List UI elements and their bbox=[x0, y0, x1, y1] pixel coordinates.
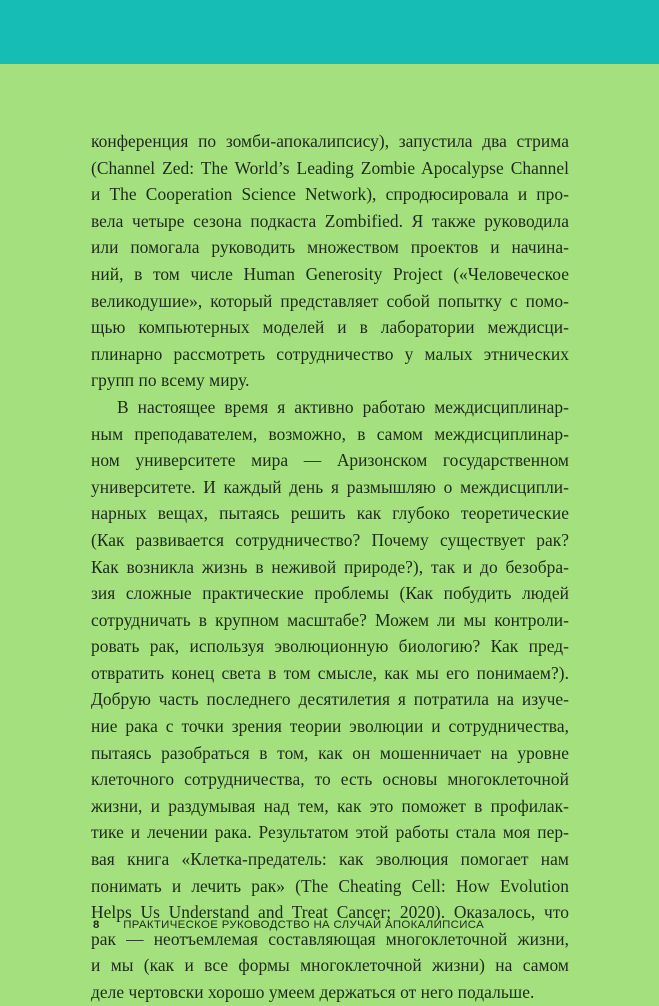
text-line: Как возникла жизнь в неживой природе?), так и до безобра- bbox=[91, 556, 569, 577]
text-line: ние рака с точки зрения теории эволюции и сотрудничества, bbox=[91, 716, 569, 737]
paragraph-1 bbox=[91, 128, 569, 394]
text-line: жизни, и раздумывая над тем, как это поможет в профилак- bbox=[91, 795, 569, 816]
text-line: пытаясь разобраться в том, как он мошенничает на уровне bbox=[91, 742, 569, 763]
text-line: ном университете мира — Аризонском государственном bbox=[91, 450, 569, 471]
text-line: ний, в том числе Human Generosity Project («Человеческое bbox=[91, 263, 569, 284]
text-line: сотрудничать в крупном масштабе? Можем ли мы контроли- bbox=[91, 609, 569, 630]
text-line: отвратить конец света в том смысле, как мы его понимаем?). bbox=[91, 662, 569, 683]
text-line: вела четыре сезона подкаста Zombified. Я также руководила bbox=[91, 210, 569, 231]
paragraph-2 bbox=[91, 394, 569, 1006]
text-line: Helps Us Understand and Treat Cancer; 2020). Оказалось, что bbox=[91, 902, 569, 923]
text-line: (Channel Zed: The World’s Leading Zombie Apocalypse Channel bbox=[91, 157, 569, 178]
text-line: тике и лечении рака. Результатом этой работы стала моя пер- bbox=[91, 822, 569, 843]
running-title: ПРАКТИЧЕСКОЕ РУКОВОДСТВО НА СЛУЧАЙ АПОКАЛИПСИСА bbox=[123, 919, 485, 931]
body-text bbox=[91, 128, 569, 1006]
text-line: и мы (как и все формы многоклеточной жизни) на самом bbox=[91, 955, 569, 976]
page-footer bbox=[93, 919, 573, 931]
text-line: великодушие», который представляет собой попытку с помо- bbox=[91, 290, 569, 311]
text-line: рак — неотъемлемая составляющая многоклеточной жизни, bbox=[91, 928, 569, 949]
text-line: ровать рак, используя эволюционную биологию? Как пред- bbox=[91, 636, 569, 657]
text-line: клеточного сотрудничества, то есть основы многоклеточной bbox=[91, 769, 569, 790]
text-line: деле чертовски хорошо умеем держаться от него подальше. bbox=[91, 982, 535, 1002]
text-line: университете. И каждый день я размышляю о междисципли- bbox=[91, 476, 569, 497]
text-line: или помогала руководить множеством проектов и начина- bbox=[91, 237, 569, 258]
text-line: щью компьютерных моделей и в лаборатории междисци- bbox=[91, 317, 569, 338]
text-line: групп по всему миру. bbox=[91, 370, 250, 391]
text-line: понимать и лечить рак» (The Cheating Cell: How Evolution bbox=[91, 875, 569, 896]
text-line: ным преподавателем, возможно, в самом междисциплинар- bbox=[91, 423, 569, 444]
text-line: (Как развивается сотрудничество? Почему существует рак? bbox=[91, 529, 569, 550]
text-line: В настоящее время я активно работаю междисциплинар- bbox=[117, 396, 569, 417]
text-line: нарных вещах, пытаясь решить как глубоко теоретические bbox=[91, 503, 569, 524]
page-number: 8 bbox=[93, 919, 100, 931]
text-line: конференция по зомби-апокалипсису), запустила два стрима bbox=[91, 131, 569, 151]
top-color-band bbox=[0, 0, 659, 64]
text-line: вая книга «Клетка-предатель: как эволюция помогает нам bbox=[91, 849, 569, 870]
text-line: Добрую часть последнего десятилетия я потратила на изуче- bbox=[91, 689, 569, 710]
text-line: зия сложные практические проблемы (Как побудить людей bbox=[91, 583, 569, 604]
text-line: плинарно рассмотреть сотрудничество у малых этнических bbox=[91, 343, 569, 364]
text-line: и The Cooperation Science Network), спродюсировала и про- bbox=[91, 184, 570, 205]
